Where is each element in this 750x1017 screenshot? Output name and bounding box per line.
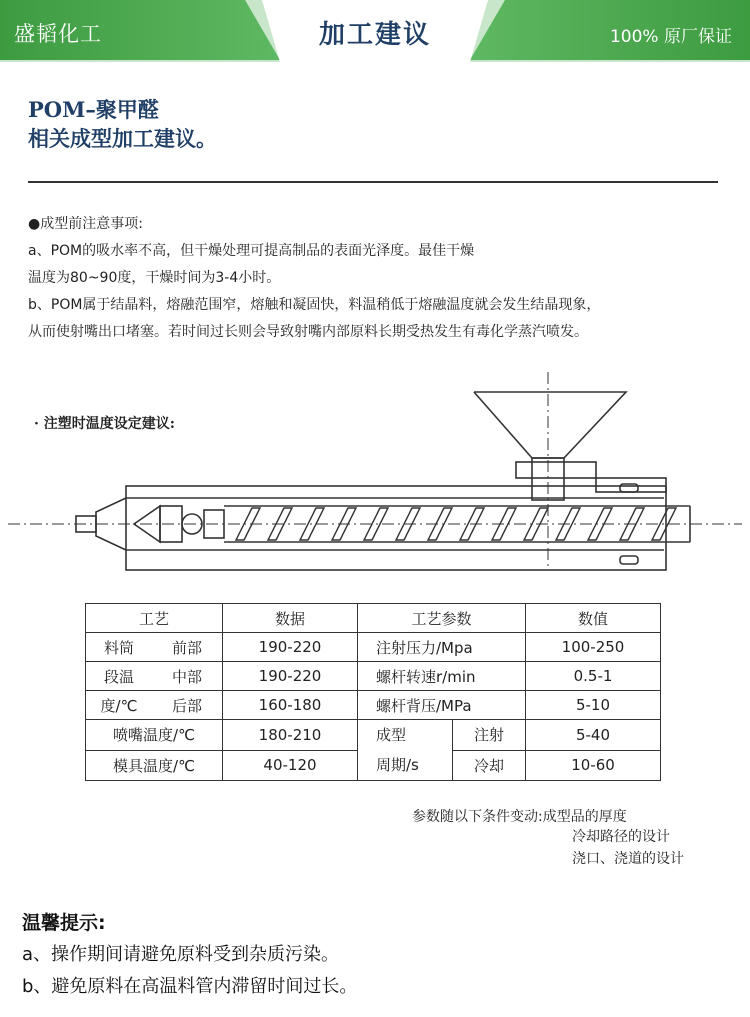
table-header-row (86, 604, 661, 633)
barrel-label-3: 度/℃ (86, 691, 153, 720)
nozzle-temp-value: 180-210 (223, 720, 358, 751)
material-title: POM–聚甲醛 (28, 97, 159, 122)
header-data: 数据 (223, 604, 358, 633)
mold-temp-value: 40-120 (223, 750, 358, 781)
value-cell: 0.5-1 (526, 662, 661, 691)
injection-machine-diagram (0, 370, 750, 590)
conditions-line1: 参数随以下条件变动:成型品的厚度 (412, 809, 627, 825)
zone-rear: 后部 (152, 691, 223, 720)
notes-heading: ●成型前注意事项: (28, 216, 143, 232)
barrel-label-1: 料筒 (86, 633, 153, 662)
header-parameter: 工艺参数 (358, 604, 526, 633)
tips-title: 温馨提示: (22, 912, 106, 934)
section-title: 加工建议 (318, 20, 431, 50)
table-row (86, 662, 661, 691)
zone-front: 前部 (152, 633, 223, 662)
note-b-line1: b、POM属于结晶料，熔融范围窄，熔触和凝固快，料温稍低于熔融温度就会发生结晶现象， (28, 297, 601, 313)
guarantee-text: 100% 原厂保证 (609, 27, 732, 47)
cycle-label (358, 720, 453, 781)
conditions-line2: 冷却路径的设计 (572, 829, 670, 845)
temperature-setting-label: · 注塑时温度设定建议: (34, 416, 175, 432)
tip-b: b、避免原料在高温料管内滞留时间过长。 (22, 976, 358, 997)
mold-temp-label: 模具温度/℃ (86, 750, 223, 781)
inject-label: 注射 (453, 720, 526, 751)
note-a-line2: 温度为80~90度，干燥时间为3-4小时。 (28, 270, 281, 286)
param-cell: 注射压力/Mpa (358, 633, 526, 662)
table-row (86, 633, 661, 662)
cycle-label-line1: 成型 (376, 726, 407, 744)
tips-section (22, 907, 357, 1003)
brand-name: 盛韬化工 (14, 22, 102, 46)
note-a-line1: a、POM的吸水率不高，但干燥处理可提高制品的表面光泽度。最佳干燥 (28, 243, 475, 259)
conditions-line3: 浇口、浇道的设计 (572, 851, 684, 867)
pre-molding-notes (28, 211, 728, 346)
cycle-label-line2: 周期/s (376, 756, 419, 774)
cool-label: 冷却 (453, 750, 526, 781)
header-banner (0, 0, 750, 78)
note-b-line2: 从而使射嘴出口堵塞。若时间过长则会导致射嘴内部原料长期受热发生有毒化学蒸汽喷发。 (28, 324, 588, 340)
process-parameter-table (85, 603, 661, 781)
tip-a: a、操作期间请避免原料受到杂质污染。 (22, 944, 340, 965)
barrel-label-2: 段温 (86, 662, 153, 691)
header-process: 工艺 (86, 604, 223, 633)
value-cell: 100-250 (526, 633, 661, 662)
data-cell: 190-220 (223, 633, 358, 662)
inject-value: 5-40 (526, 720, 661, 751)
header-value: 数值 (526, 604, 661, 633)
subtitle: 相关成型加工建议。 (28, 126, 217, 151)
document-title (28, 96, 217, 154)
value-cell: 5-10 (526, 691, 661, 720)
param-cell: 螺杆背压/MPa (358, 691, 526, 720)
param-cell: 螺杆转速r/min (358, 662, 526, 691)
data-cell: 160-180 (223, 691, 358, 720)
title-divider (28, 181, 718, 183)
table-row (86, 691, 661, 720)
zone-middle: 中部 (152, 662, 223, 691)
cool-value: 10-60 (526, 750, 661, 781)
table-row (86, 720, 661, 751)
nozzle-temp-label: 喷嘴温度/℃ (86, 720, 223, 751)
data-cell: 190-220 (223, 662, 358, 691)
